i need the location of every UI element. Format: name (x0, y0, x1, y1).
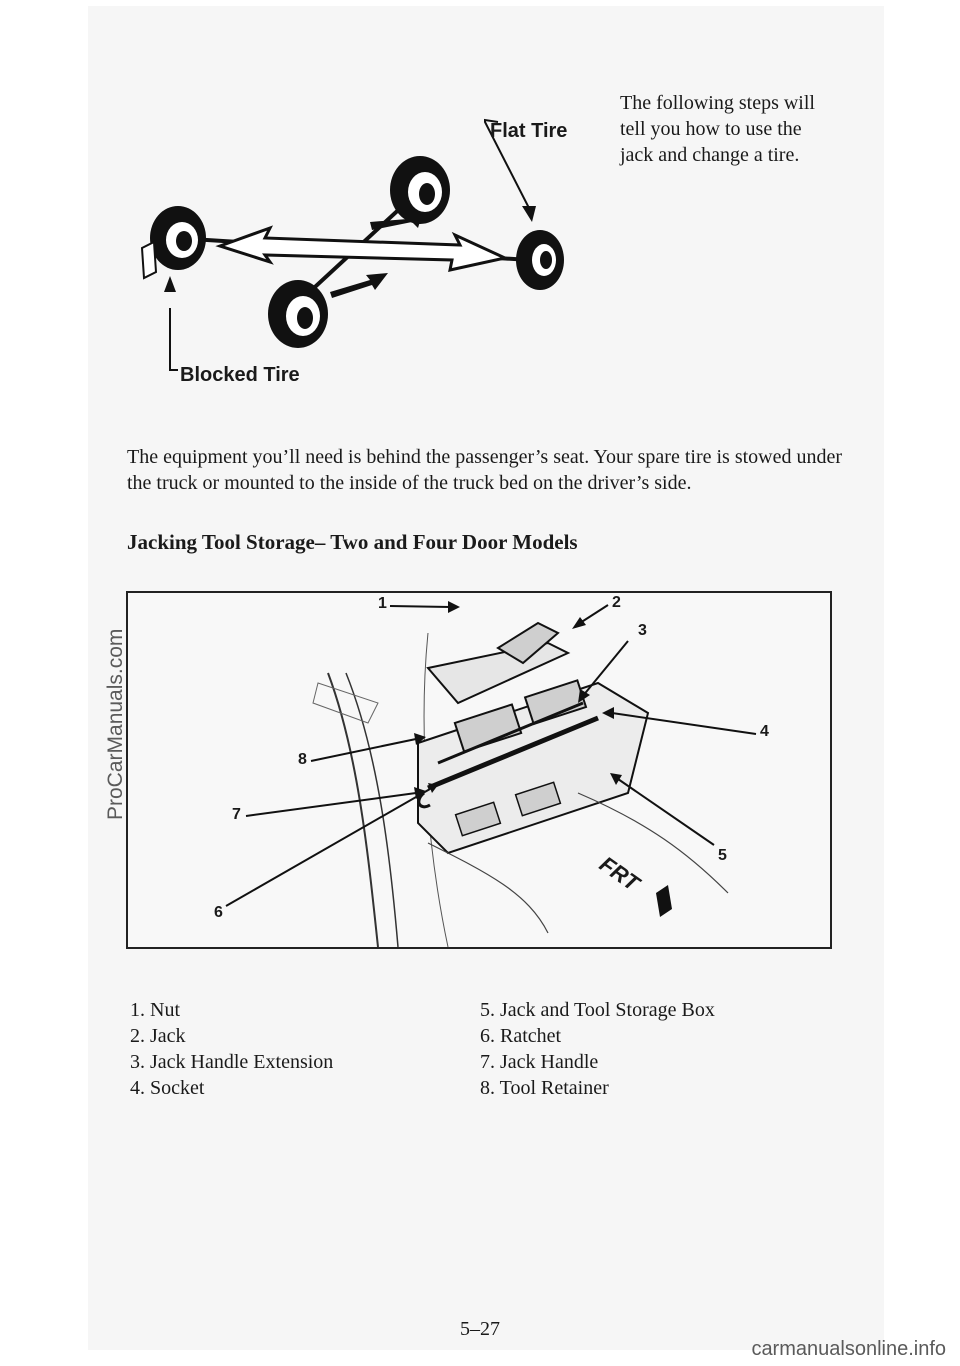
legend-item: 5. Jack and Tool Storage Box (480, 999, 715, 1021)
section-heading: Jacking Tool Storage– Two and Four Door Models (127, 530, 578, 554)
intro-text: The following steps will tell you how to use the jack and change a tire. (620, 92, 815, 166)
callout-1: 1 (378, 595, 387, 612)
frt-label: FRT (594, 851, 644, 896)
callout-6: 6 (214, 904, 223, 921)
page-number: 5–27 (460, 1318, 500, 1340)
legend-right (480, 997, 715, 1101)
legend-item: 6. Ratchet (480, 1025, 562, 1047)
legend-item: 2. Jack (130, 1025, 186, 1047)
callout-4: 4 (760, 723, 769, 740)
equipment-paragraph: The equipment you’ll need is behind the passenger’s seat. Your spare tire is stowed under the truck or mounted to the inside of the truck bed on the driver’s side. (127, 446, 843, 494)
legend-item: 1. Nut (130, 999, 180, 1021)
legend-item: 7. Jack Handle (480, 1051, 599, 1073)
jack-storage-illustration (128, 593, 830, 947)
callout-7: 7 (232, 806, 241, 823)
side-watermark: ProCarManuals.com (104, 628, 127, 820)
legend-item: 8. Tool Retainer (480, 1077, 609, 1099)
callout-2: 2 (612, 594, 621, 611)
flat-tire-label: Flat Tire (490, 120, 568, 142)
blocked-tire-label: Blocked Tire (180, 364, 300, 386)
jack-storage-figure (126, 591, 832, 949)
callout-8: 8 (298, 751, 307, 768)
legend-left (130, 997, 333, 1101)
bottom-watermark: carmanualsonline.info (751, 1338, 946, 1360)
callout-5: 5 (718, 847, 727, 864)
callout-3: 3 (638, 622, 647, 639)
legend-item: 4. Socket (130, 1077, 205, 1099)
legend-item: 3. Jack Handle Extension (130, 1051, 334, 1073)
